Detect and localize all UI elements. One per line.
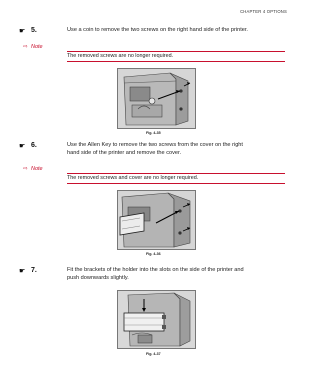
- pointing-hand-icon: ☛: [19, 28, 26, 35]
- step-instruction-line-1: Use the Allen Key to remove the two screws from the cover on the right: [67, 142, 243, 148]
- pointing-hand-icon: ☛: [19, 268, 26, 275]
- note-text: The removed screws and cover are no longer required.: [67, 175, 199, 181]
- figure-caption: Fig. 4-35: [146, 131, 161, 135]
- step-instruction-line-2: hand side of the printer and remove the cover.: [67, 150, 182, 156]
- step-instruction: Use a coin to remove the two screws on the right hand side of the printer.: [67, 27, 248, 33]
- note-divider: [67, 183, 285, 184]
- printer-cover-removal-illustration: [118, 191, 195, 249]
- figure-caption: Fig. 4-37: [146, 352, 161, 356]
- figure-4-37: [117, 290, 196, 349]
- note-divider: [67, 51, 285, 52]
- printer-side-screws-illustration: [118, 69, 195, 128]
- note-arrow-icon: ⇨: [23, 166, 28, 172]
- pointing-hand-icon: ☛: [19, 143, 26, 150]
- step-instruction-line-1: Fit the brackets of the holder into the slots on the side of the printer and: [67, 267, 244, 273]
- note-divider: [67, 173, 285, 174]
- chapter-header: CHAPTER 4 OPTIONS: [240, 9, 287, 14]
- step-number: 7.: [31, 267, 37, 274]
- figure-caption: Fig. 4-36: [146, 252, 161, 256]
- step-instruction-line-2: push downwards slightly.: [67, 275, 129, 281]
- note-text: The removed screws are no longer required.: [67, 53, 174, 59]
- step-number: 5.: [31, 27, 37, 34]
- figure-4-35: [117, 68, 196, 129]
- holder-bracket-fitting-illustration: [118, 291, 195, 348]
- figure-4-36: [117, 190, 196, 250]
- note-divider: [67, 61, 285, 62]
- note-arrow-icon: ⇨: [23, 44, 28, 50]
- note-label: Note: [31, 44, 43, 50]
- note-label: Note: [31, 166, 43, 172]
- step-number: 6.: [31, 142, 37, 149]
